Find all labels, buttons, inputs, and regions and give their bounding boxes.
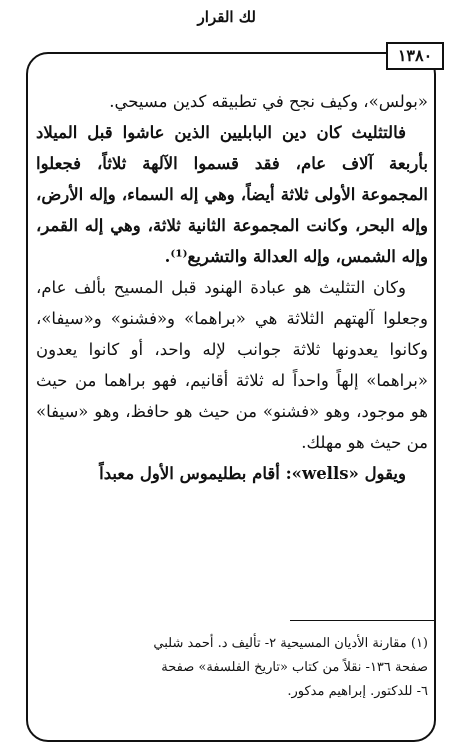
paragraph: فالتثليث كان دين البابليين الذين عاشوا قبل الميلاد بأربعة آلاف عام، فقد قسموا الآلهة ثلاثاً، فجعلوا المجموعة الأولى ثلاثة أيضاً، وهي إله السماء، وإله الأرض، وإله البحر، وكانت المجموعة الثانية ثلاثة، وهي إله القمر، وإله الشمس، وإله العدالة والتشريع⁽¹⁾. bbox=[36, 123, 428, 266]
page-number-box: ١٣٨٠ bbox=[386, 42, 444, 70]
footnotes bbox=[36, 632, 428, 704]
footnote-separator bbox=[290, 620, 436, 621]
paragraph: وكان التثليث هو عبادة الهنود قبل المسيح بألف عام، وجعلوا آلهتهم الثلاثة هي «براهما» و«فشنو» و«سيفا»، وكانوا يعدونها ثلاثة جوانب لإله واحد، أو كانوا يعدون «براهما» إلهاً واحداً له ثلاثة أقانيم، فهو براهما من حيث هو موجود، وهو «فشنو» من حيث هو حافظ، وهو «سيفا» من حيث هو مهلك. bbox=[36, 278, 428, 452]
footnote-line: ٦- للدكتور. إبراهيم مدكور. bbox=[287, 684, 428, 699]
paragraph: ويقول «wells»: أقام بطليموس الأول معبداً bbox=[99, 464, 406, 483]
paragraph: «بولس»، وكيف نجح في تطبيقه كدين مسيحي. bbox=[109, 92, 428, 111]
footnote-line: صفحة ١٣٦- نقلاً من كتاب «تاريخ الفلسفة» صفحة bbox=[161, 660, 428, 675]
footnote-line: (١) مقارنة الأديان المسيحية ٢- تأليف د. أحمد شلبي bbox=[153, 636, 428, 651]
running-header-title: لك القرار bbox=[192, 8, 262, 26]
main-text bbox=[36, 86, 428, 489]
